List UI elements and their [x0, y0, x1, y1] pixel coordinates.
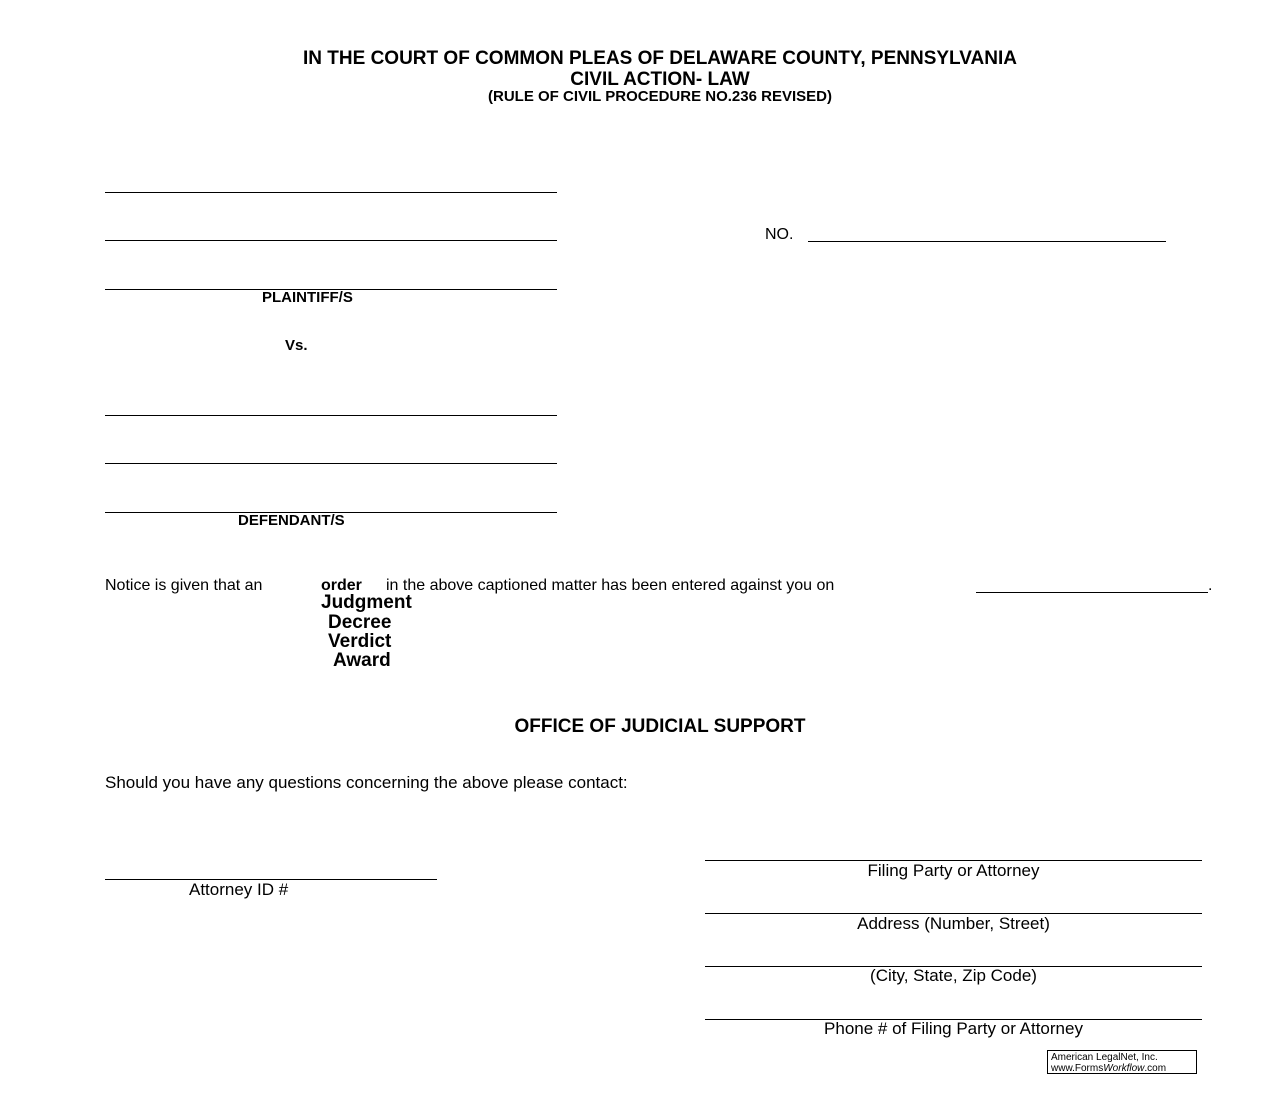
- defendant-line-1[interactable]: [105, 415, 557, 416]
- site-prefix: www.Forms: [1051, 1063, 1104, 1074]
- contact-text: Should you have any questions concerning the above please contact:: [105, 773, 628, 792]
- court-title: IN THE COURT OF COMMON PLEAS OF DELAWARE COUNTY, PENNSYLVANIA: [303, 48, 1017, 69]
- publisher-logo: [1047, 1050, 1197, 1074]
- entry-date-line[interactable]: [976, 592, 1208, 593]
- rule-subtitle: (RULE OF CIVIL PROCEDURE NO.236 REVISED): [488, 88, 832, 105]
- option-decree: Decree: [328, 612, 392, 633]
- option-verdict: Verdict: [328, 631, 392, 652]
- vs-label: Vs.: [285, 337, 308, 354]
- publisher-name: American LegalNet, Inc.: [1051, 1052, 1158, 1063]
- notice-prefix: Notice is given that an: [105, 577, 263, 594]
- site-suffix: .com: [1144, 1063, 1167, 1074]
- plaintiff-line-1[interactable]: [105, 192, 557, 193]
- option-award: Award: [333, 650, 391, 671]
- office-title: OFFICE OF JUDICIAL SUPPORT: [514, 716, 806, 737]
- filing-party-label: Filing Party or Attorney: [867, 861, 1040, 880]
- site-italic: Workflow: [1103, 1063, 1145, 1074]
- phone-label: Phone # of Filing Party or Attorney: [824, 1019, 1083, 1038]
- plaintiff-label: PLAINTIFF/S: [262, 289, 353, 306]
- city-label: (City, State, Zip Code): [870, 966, 1037, 985]
- option-judgment: Judgment: [321, 592, 412, 613]
- address-label: Address (Number, Street): [857, 914, 1050, 933]
- defendant-label: DEFENDANT/S: [238, 512, 345, 529]
- case-number-label: NO.: [765, 226, 794, 243]
- action-type: CIVIL ACTION- LAW: [570, 69, 750, 90]
- plaintiff-line-2[interactable]: [105, 240, 557, 241]
- attorney-id-label: Attorney ID #: [189, 880, 289, 899]
- publisher-site: [1051, 1063, 1193, 1074]
- notice-suffix: in the above captioned matter has been entered against you on: [386, 577, 835, 594]
- case-number-line[interactable]: [808, 241, 1166, 242]
- defendant-line-2[interactable]: [105, 463, 557, 464]
- option-order: order: [321, 577, 362, 594]
- notice-period: .: [1208, 577, 1213, 594]
